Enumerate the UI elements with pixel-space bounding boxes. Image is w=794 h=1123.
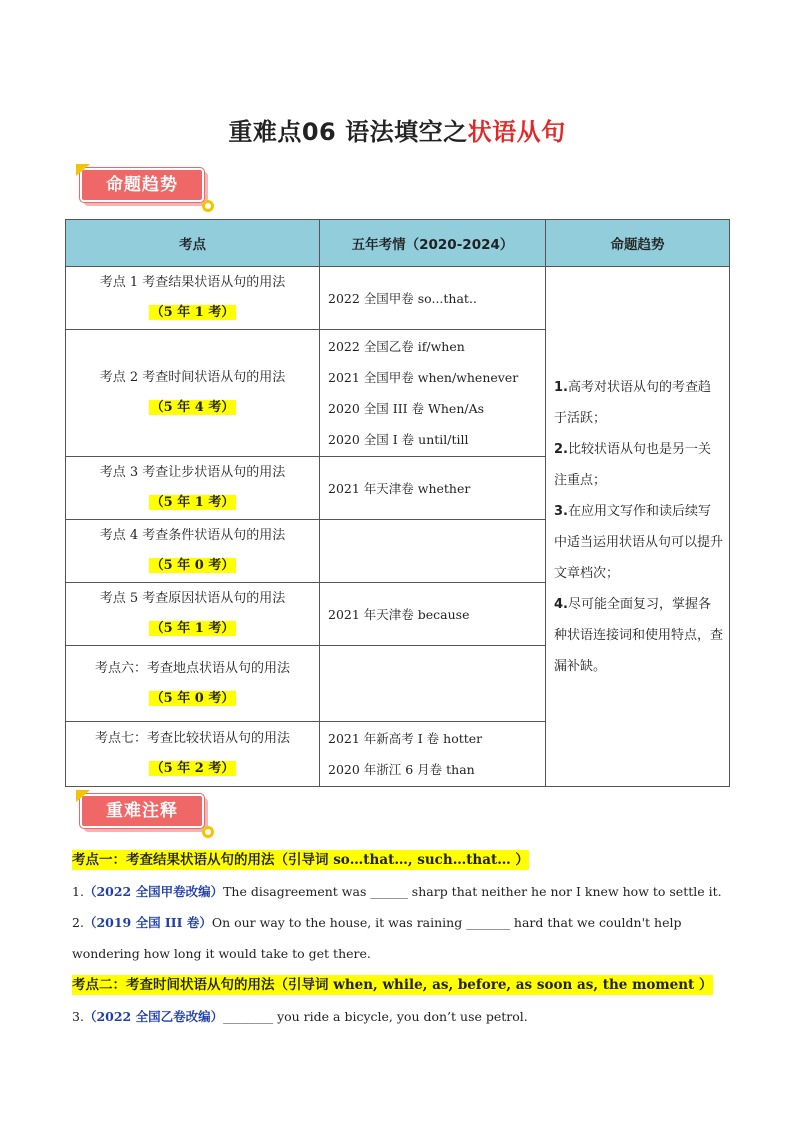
case-item: 2022 全国乙卷 if/when: [328, 339, 465, 354]
case-item: 2020 全国 I 卷 until/till: [328, 432, 469, 447]
question-1: [72, 876, 732, 907]
question-text: ________ you ride a bicycle, you don’t use petrol.: [223, 1009, 528, 1024]
point-label: 考点 2 考查时间状语从句的用法: [99, 370, 286, 385]
count-tag: （5 年 1 考）: [150, 621, 235, 636]
case-item: 2021 年天津卷 whether: [328, 480, 471, 496]
page-title: [0, 112, 794, 147]
point-label: 考点 4 考查条件状语从句的用法: [99, 528, 286, 543]
trend-item: 2.比较状语从句也是另一关注重点；: [554, 441, 711, 488]
trend-cell: [546, 267, 730, 787]
question-2: [72, 907, 732, 969]
count-tag: （5 年 0 考）: [150, 558, 235, 573]
section-heading: 考点二：考查时间状语从句的用法（引导词 when, while, as, before, as soon as, the moment ）: [72, 977, 713, 993]
section-2: [72, 975, 732, 995]
section-heading: 考点一：考查结果状语从句的用法（引导词 so…that…, such…that… ）: [72, 852, 529, 868]
header-trend: 命题趋势: [546, 220, 730, 267]
count-tag: （5 年 1 考）: [150, 305, 235, 320]
point-label: 考点 5 考查原因状语从句的用法: [99, 591, 286, 606]
case-item: 2021 年天津卷 because: [328, 606, 470, 622]
trend-badge: [76, 164, 216, 212]
notes-badge: [76, 790, 216, 838]
ring-icon: [202, 826, 214, 838]
case-item: 2020 年浙江 6 月卷 than: [328, 762, 475, 777]
notes-badge-label: 重难注释: [106, 801, 178, 821]
case-item: 2021 全国甲卷 when/whenever: [328, 370, 519, 385]
question-text: On our way to the house, it was raining _______ hard that we couldn't help wondering how long it would take to get there.: [72, 915, 682, 961]
point-label: 考点六：考查地点状语从句的用法: [94, 660, 290, 676]
section-1: [72, 850, 732, 870]
question-text: The disagreement was ______ sharp that neither he nor I knew how to settle it.: [223, 884, 722, 899]
title-main: 重难点06 语法填空之: [228, 118, 468, 146]
trend-badge-label: 命题趋势: [106, 175, 178, 195]
question-source: （2019 全国 III 卷）: [83, 915, 212, 930]
header-point: 考点: [66, 220, 320, 267]
case-item: 2021 年新高考 I 卷 hotter: [328, 731, 483, 746]
point-label: 考点 1 考查结果状语从句的用法: [99, 275, 286, 290]
count-tag: （5 年 0 考）: [150, 690, 235, 706]
case-item: 2022 全国甲卷 so...that..: [328, 290, 477, 306]
case-item: 2020 全国 III 卷 When/As: [328, 401, 485, 416]
exam-table: [65, 219, 730, 787]
question-number: 3.: [72, 1009, 84, 1024]
title-highlight: 状语从句: [467, 118, 566, 146]
question-number: 1.: [72, 884, 84, 899]
count-tag: （5 年 2 考）: [150, 761, 235, 776]
count-tag: （5 年 4 考）: [150, 400, 235, 415]
question-3: [72, 1001, 732, 1032]
question-source: （2022 全国乙卷改编）: [83, 1009, 224, 1024]
trend-item: 1.高考对状语从句的考查趋于活跃；: [554, 379, 711, 426]
point-label: 考点七：考查比较状语从句的用法: [94, 731, 290, 746]
trend-item: 4.尽可能全面复习，掌握各种状语连接词和使用特点，查漏补缺。: [554, 596, 724, 674]
trend-item: 3.在应用文写作和读后续写中适当运用状语从句可以提升文章档次；: [554, 503, 724, 581]
count-tag: （5 年 1 考）: [150, 495, 235, 510]
header-years: 五年考情（2020-2024）: [320, 220, 546, 267]
point-label: 考点 3 考查让步状语从句的用法: [99, 465, 286, 480]
ring-icon: [202, 200, 214, 212]
table-row: [66, 267, 730, 330]
question-source: （2022 全国甲卷改编）: [83, 884, 224, 899]
question-number: 2.: [72, 915, 84, 930]
table-header-row: [66, 220, 730, 267]
